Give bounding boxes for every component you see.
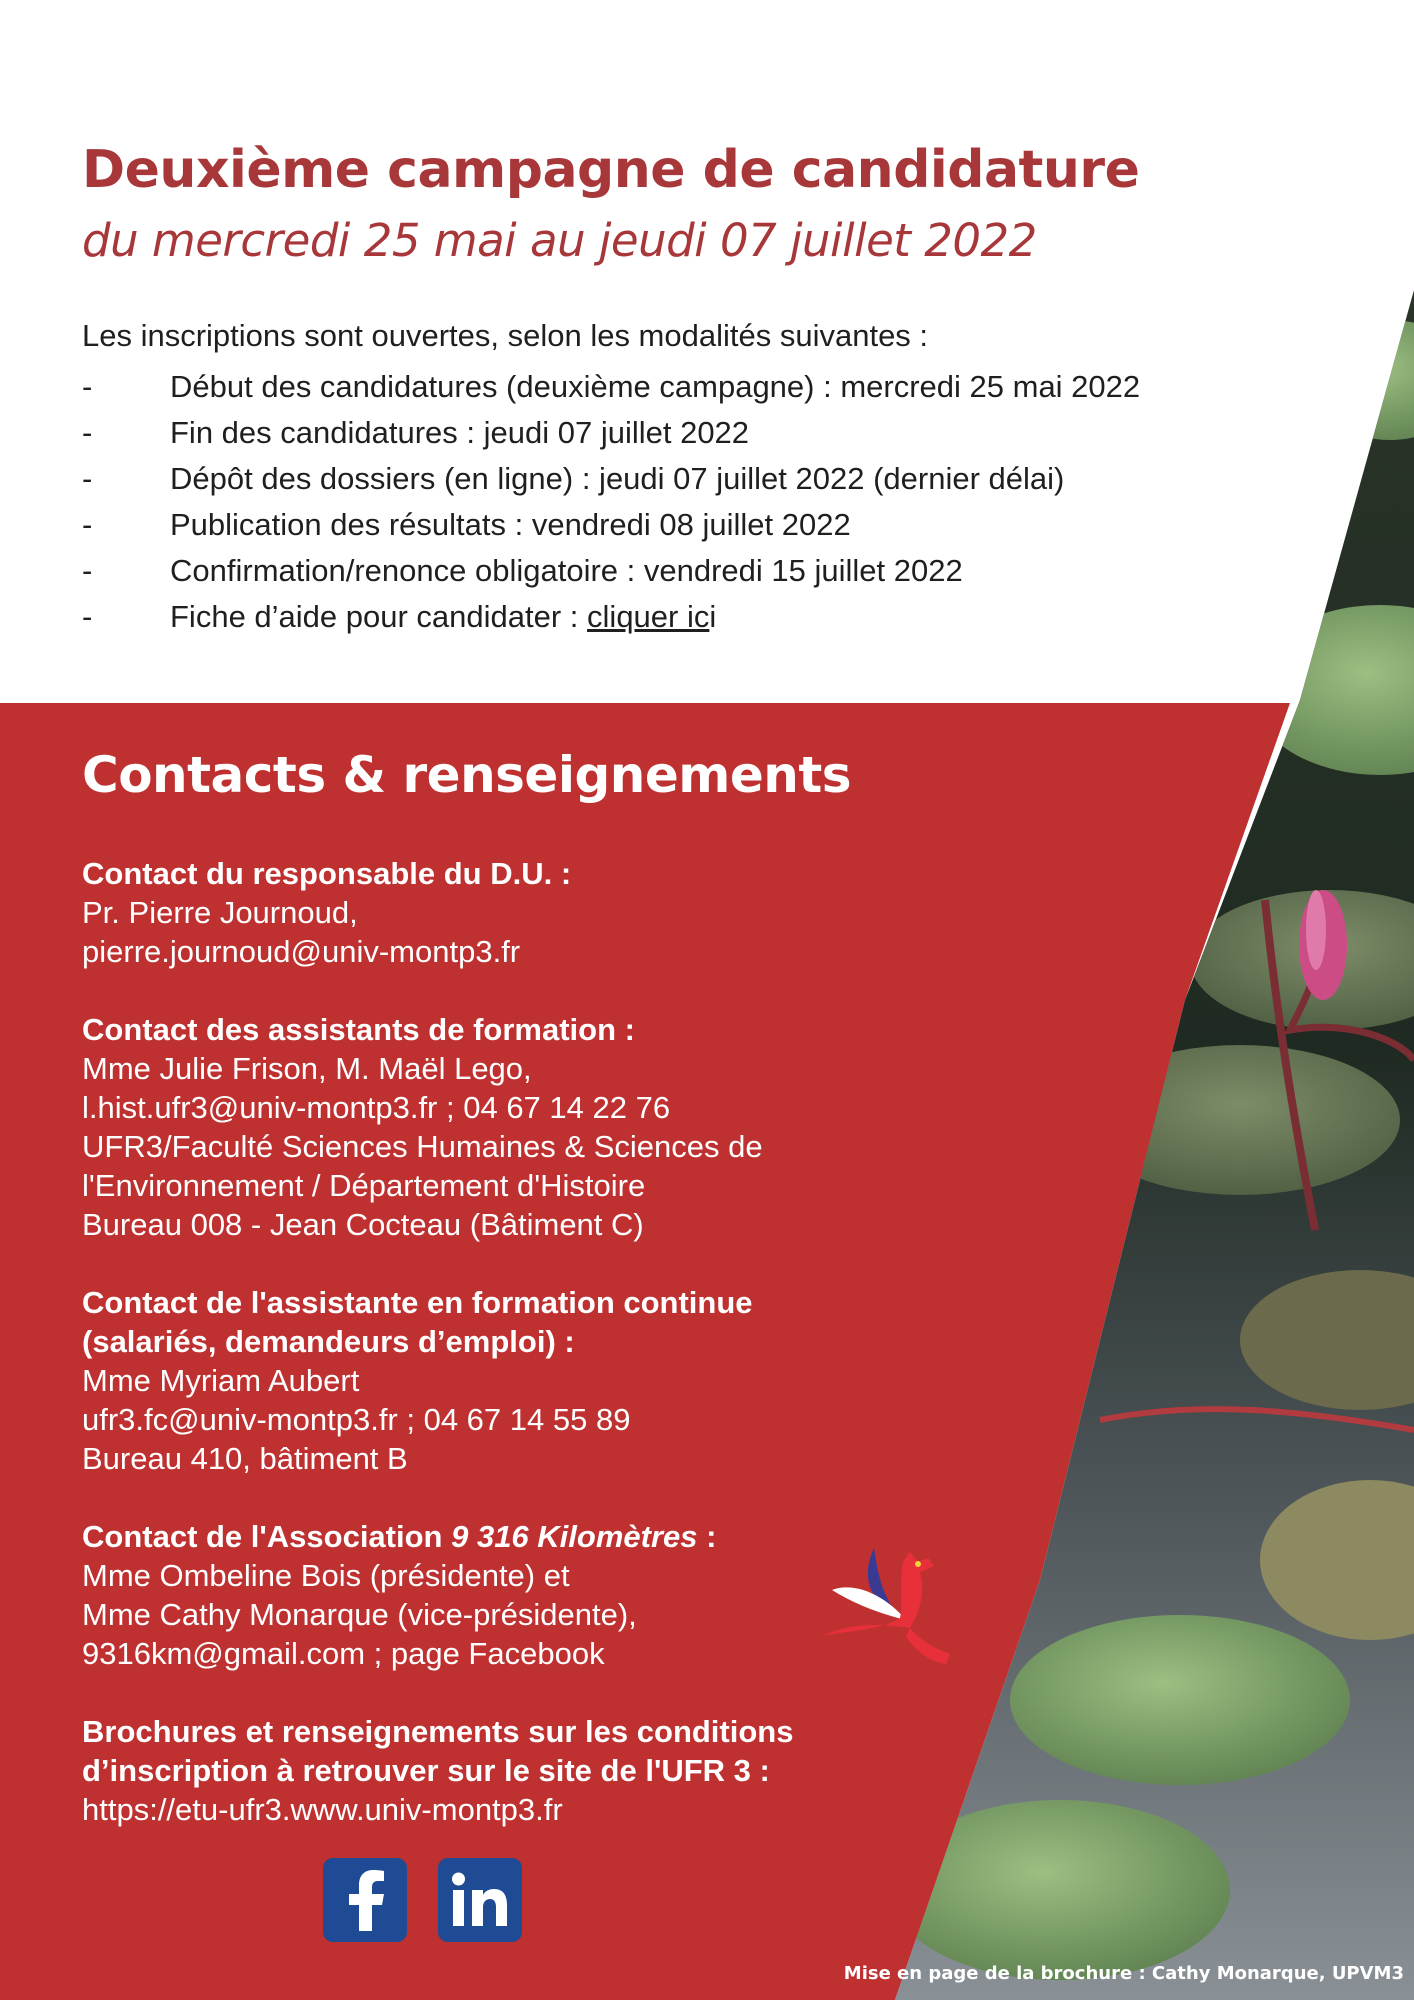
- contact-email: ufr3.fc@univ-montp3.fr ; 04 67 14 55 89: [82, 1402, 631, 1437]
- contact-email: 9316km@gmail.com ; page Facebook: [82, 1636, 605, 1671]
- modalities-list: [82, 364, 1140, 640]
- list-item-text: Dépôt des dossiers (en ligne) : jeudi 07 juillet 2022 (dernier délai): [170, 461, 1065, 496]
- contact-responsable: [82, 854, 793, 971]
- page-title: Deuxième campagne de candidature: [82, 140, 1140, 200]
- list-item-text: Publication des résultats : vendredi 08 juillet 2022: [170, 507, 851, 542]
- contact-line: Bureau 008 - Jean Cocteau (Bâtiment C): [82, 1207, 644, 1242]
- brochures-url[interactable]: https://etu-ufr3.www.univ-montp3.fr: [82, 1792, 563, 1827]
- page-subtitle: du mercredi 25 mai au jeudi 07 juillet 2022: [82, 214, 1037, 267]
- contact-line: Pr. Pierre Journoud,: [82, 895, 358, 930]
- contact-formation-continue: [82, 1283, 793, 1478]
- list-dash: -: [82, 415, 93, 450]
- association-logo-icon: [822, 1544, 954, 1672]
- contact-email: pierre.journoud@univ-montp3.fr: [82, 934, 521, 969]
- list-dash: -: [82, 599, 93, 634]
- linkedin-icon: [451, 1872, 509, 1928]
- list-item-text: Début des candidatures (deuxième campagne) : mercredi 25 mai 2022: [170, 369, 1141, 404]
- list-dash: -: [82, 369, 93, 404]
- contact-heading: (salariés, demandeurs d’emploi) :: [82, 1324, 575, 1359]
- contact-line: Mme Julie Frison, M. Maël Lego,: [82, 1051, 532, 1086]
- contact-heading: Contact du responsable du D.U. :: [82, 856, 572, 891]
- contact-heading: [82, 1517, 793, 1556]
- list-dash: -: [82, 461, 93, 496]
- contact-assistants: [82, 1010, 793, 1244]
- association-head-suffix: :: [697, 1519, 717, 1554]
- association-head-prefix: Contact de l'Association: [82, 1519, 452, 1554]
- list-item: [82, 594, 1140, 640]
- linkedin-button[interactable]: [438, 1858, 522, 1942]
- list-dash: -: [82, 553, 93, 588]
- list-item-text: Confirmation/renonce obligatoire : vendredi 15 juillet 2022: [170, 553, 963, 588]
- list-item: [82, 456, 1140, 502]
- contact-heading: Contact de l'assistante en formation continue: [82, 1285, 753, 1320]
- association-name: 9 316 Kilomètres: [451, 1519, 698, 1554]
- facebook-button[interactable]: [323, 1858, 407, 1942]
- contact-line: l'Environnement / Département d'Histoire: [82, 1168, 646, 1203]
- contact-line: Mme Ombeline Bois (présidente) et: [82, 1558, 570, 1593]
- help-link[interactable]: cliquer ic: [587, 599, 710, 634]
- help-suffix: i: [709, 599, 717, 634]
- list-item: [82, 548, 1140, 594]
- list-item: [82, 502, 1140, 548]
- list-dash: -: [82, 507, 93, 542]
- contacts-section: [82, 854, 793, 1868]
- list-item: [82, 364, 1140, 410]
- contacts-title: Contacts & renseignements: [82, 746, 852, 804]
- brochures-heading: d’inscription à retrouver sur le site de l'UFR 3 :: [82, 1753, 770, 1788]
- help-prefix: Fiche d’aide pour candidater :: [170, 599, 588, 634]
- contact-association: [82, 1517, 793, 1673]
- contact-line: UFR3/Faculté Sciences Humaines & Sciences de: [82, 1129, 763, 1164]
- modalities-intro: Les inscriptions sont ouvertes, selon les modalités suivantes :: [82, 318, 929, 353]
- layout-credit: Mise en page de la brochure : Cathy Monarque, UPVM3: [843, 1963, 1404, 1984]
- list-item: [82, 410, 1140, 456]
- contact-heading: Contact des assistants de formation :: [82, 1012, 635, 1047]
- brochures-info: [82, 1712, 793, 1829]
- contact-line: Mme Cathy Monarque (vice-présidente),: [82, 1597, 637, 1632]
- contact-line: Mme Myriam Aubert: [82, 1363, 360, 1398]
- facebook-icon: [340, 1869, 390, 1931]
- contact-email: l.hist.ufr3@univ-montp3.fr ; 04 67 14 22 76: [82, 1090, 671, 1125]
- brochures-heading: Brochures et renseignements sur les conditions: [82, 1714, 794, 1749]
- list-item-text: Fin des candidatures : jeudi 07 juillet 2022: [170, 415, 750, 450]
- contact-line: Bureau 410, bâtiment B: [82, 1441, 408, 1476]
